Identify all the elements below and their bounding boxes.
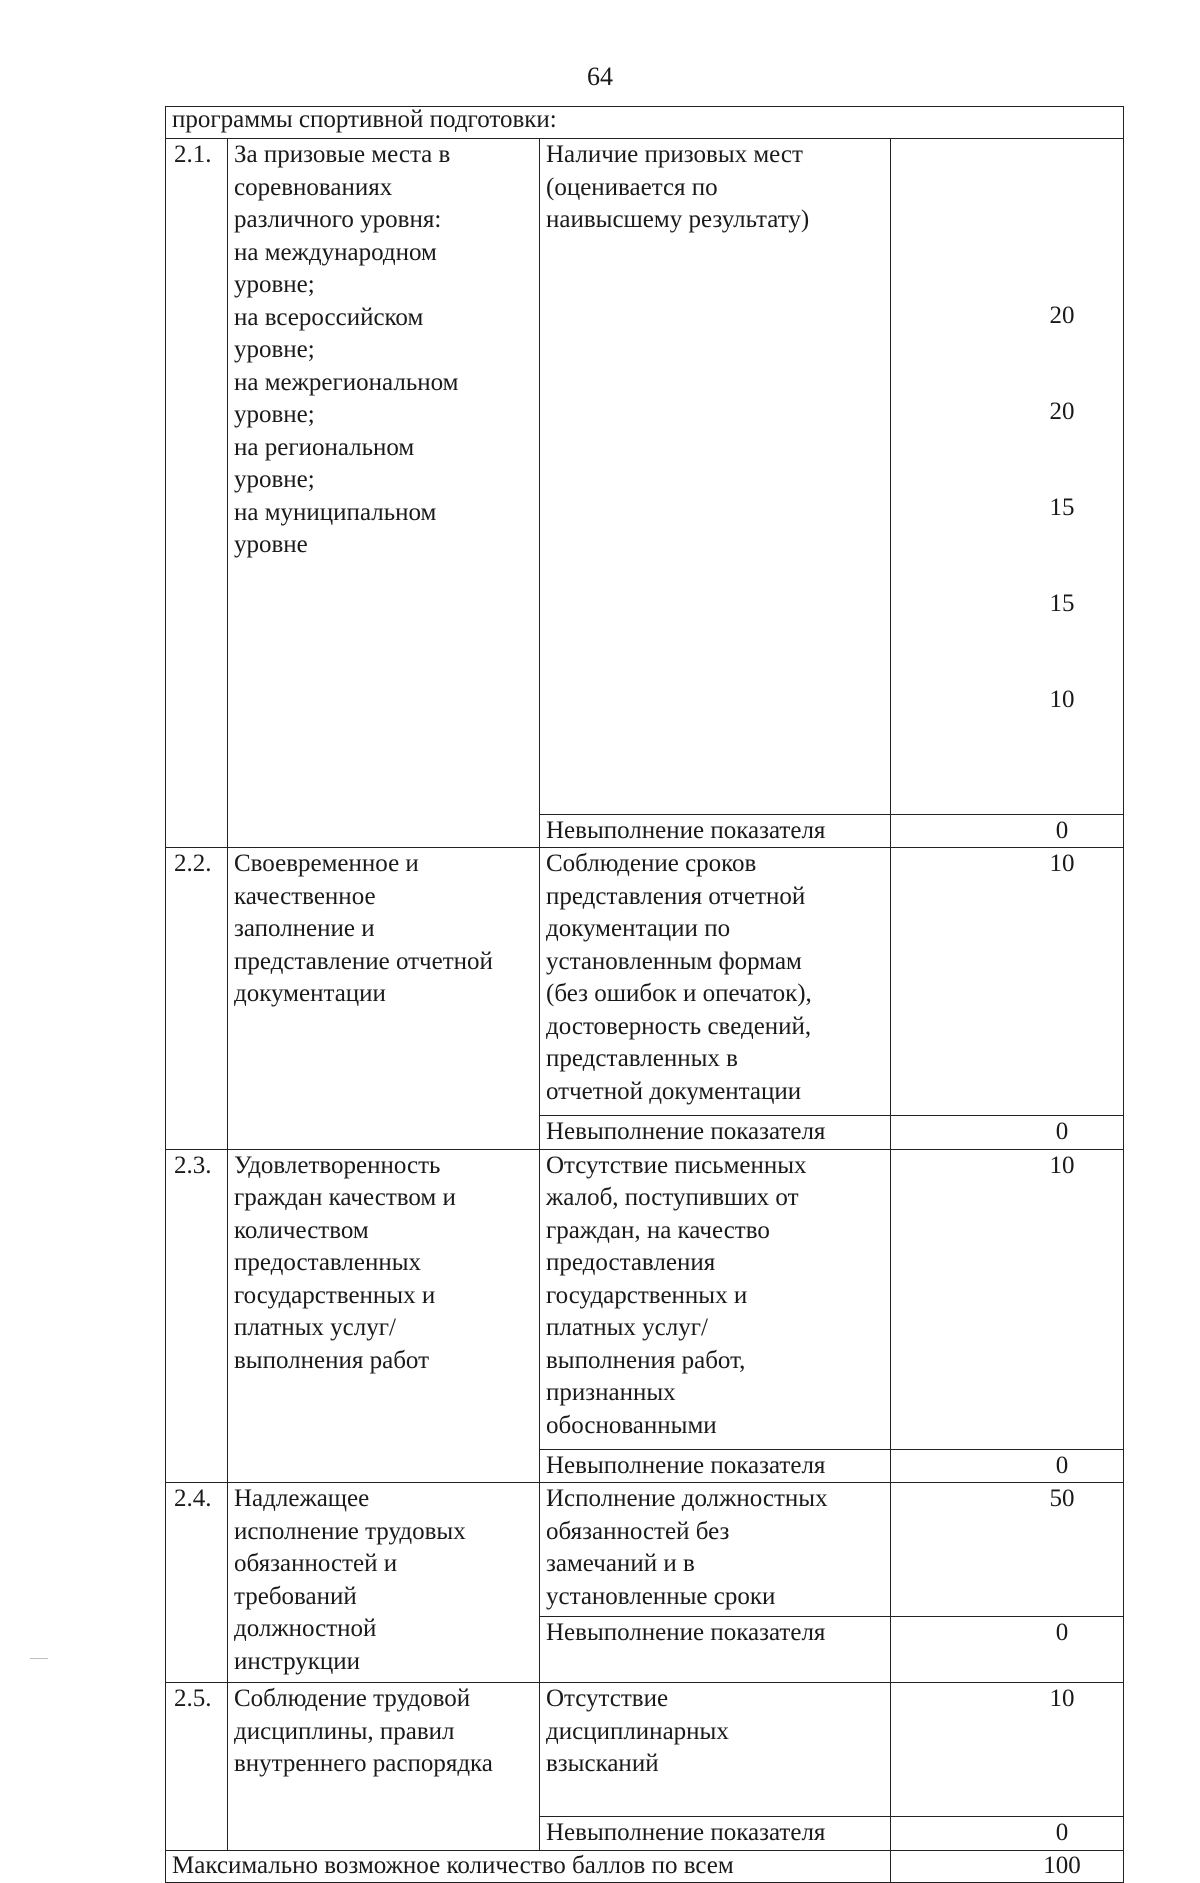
total-row bbox=[166, 1850, 1124, 1882]
points-value: 20 bbox=[1049, 302, 1075, 329]
indicator-cell: Отсутствие дисциплинарных взысканий bbox=[540, 1683, 891, 1817]
table-row bbox=[166, 848, 1124, 1116]
fail-points: 0 bbox=[891, 814, 1124, 848]
indicator-cell: Отсутствие письменных жалоб, поступивших от граждан, на качество предоставления государственных и платных услуг/ выполнения работ, признанных обоснованными bbox=[540, 1149, 891, 1449]
criterion-cell: За призовые места в соревнованиях различного уровня: на международном уровне; на всероссийском уровне; на межрегиональном уровне; на региональном уровне; на муниципальном уровне bbox=[228, 139, 540, 848]
fail-points: 0 bbox=[891, 1116, 1124, 1150]
criterion-cell: Своевременное и качественное заполнение и представление отчетной документации bbox=[228, 848, 540, 1150]
table-row bbox=[166, 1683, 1124, 1817]
page-number: 64 bbox=[587, 62, 613, 91]
fail-label: Невыполнение показателя bbox=[540, 1116, 891, 1150]
fail-points: 0 bbox=[891, 1449, 1124, 1483]
row-number: 2.5. bbox=[166, 1683, 228, 1851]
fail-points: 0 bbox=[891, 1817, 1124, 1851]
table-row bbox=[166, 139, 1124, 815]
table-row bbox=[166, 1483, 1124, 1617]
criterion-cell: Удовлетворенность граждан качеством и количеством предоставленных государственных и платных услуг/ выполнения работ bbox=[228, 1149, 540, 1483]
points-value: 15 bbox=[1049, 494, 1075, 521]
fail-label: Невыполнение показателя bbox=[540, 1817, 891, 1851]
points-cell: 10 bbox=[891, 848, 1124, 1116]
points-cell: 10 bbox=[891, 1683, 1124, 1817]
row-number: 2.3. bbox=[166, 1149, 228, 1483]
points-value: 15 bbox=[1049, 590, 1075, 617]
indicator-cell: Соблюдение сроков представления отчетной документации по установленным формам (без ошибок и опечаток), достоверность сведений, представленных в отчетной документации bbox=[540, 848, 891, 1116]
row-number: 2.1. bbox=[166, 139, 228, 848]
total-label: Максимально возможное количество баллов по всем bbox=[166, 1850, 891, 1882]
row-number: 2.2. bbox=[166, 848, 228, 1150]
total-points: 100 bbox=[891, 1850, 1124, 1882]
scan-artifact bbox=[30, 1658, 48, 1659]
fail-points: 0 bbox=[891, 1617, 1124, 1683]
criterion-cell: Надлежащее исполнение трудовых обязанностей и требований должностной инструкции bbox=[228, 1483, 540, 1683]
points-stack bbox=[1001, 172, 1123, 782]
points-cell: 10 bbox=[891, 1149, 1124, 1449]
indicator-cell: Исполнение должностных обязанностей без замечаний и в установленные сроки bbox=[540, 1483, 891, 1617]
row-number: 2.4. bbox=[166, 1483, 228, 1683]
points-value: 10 bbox=[1049, 686, 1075, 713]
fail-label: Невыполнение показателя bbox=[540, 1617, 891, 1683]
table-row bbox=[166, 1149, 1124, 1449]
points-cell bbox=[891, 139, 1124, 815]
fail-label: Невыполнение показателя bbox=[540, 1449, 891, 1483]
table-header-row bbox=[166, 107, 1124, 139]
points-value: 20 bbox=[1049, 398, 1075, 425]
criterion-cell: Соблюдение трудовой дисциплины, правил внутреннего распорядка bbox=[228, 1683, 540, 1851]
criteria-table bbox=[165, 106, 1124, 1883]
indicator-cell: Наличие призовых мест (оценивается по наивысшему результату) bbox=[540, 139, 891, 815]
fail-label: Невыполнение показателя bbox=[540, 814, 891, 848]
points-cell: 50 bbox=[891, 1483, 1124, 1617]
header-text: программы спортивной подготовки: bbox=[166, 107, 1124, 139]
